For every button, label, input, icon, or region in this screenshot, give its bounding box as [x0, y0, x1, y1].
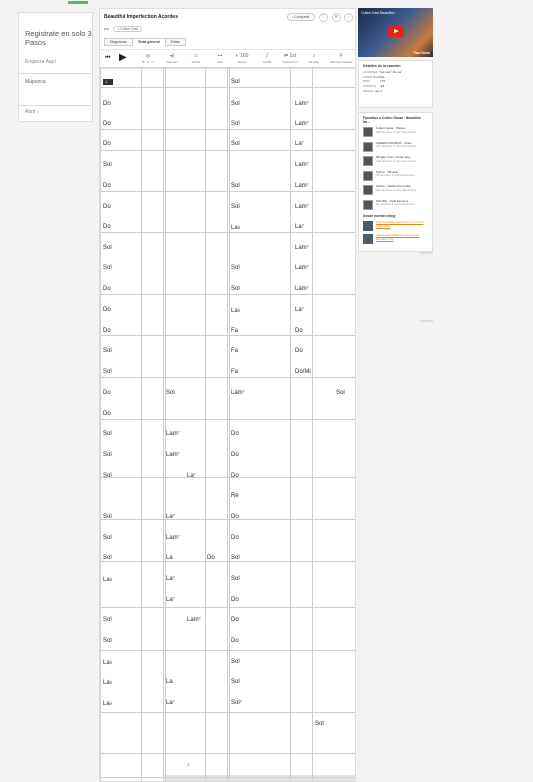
more-options-icon[interactable]: ⋮ — [346, 14, 351, 20]
chord-label[interactable]: Do — [231, 514, 239, 520]
chord-label[interactable]: Do — [103, 183, 111, 189]
favorite-heart-icon[interactable]: ♡ — [319, 13, 328, 22]
grid-row-line — [100, 87, 356, 88]
volume-icon: ◂) — [169, 53, 175, 59]
related-song-title: Solirra · Nihodra — [376, 170, 398, 174]
chevron-down-icon: ▾ — [380, 89, 383, 94]
grid-row-line — [100, 419, 356, 420]
share-button[interactable]: ‹ Compartir — [287, 13, 315, 21]
chord-label[interactable]: Do — [295, 328, 303, 334]
tab-editar[interactable]: Editar — [165, 38, 186, 46]
list-add-icon[interactable]: ≡ — [332, 13, 341, 22]
chord-label[interactable]: ♩ — [187, 762, 193, 768]
chord-label[interactable]: Do — [103, 101, 111, 107]
chord-label[interactable]: Do — [207, 555, 215, 561]
chord-label[interactable]: Do — [103, 328, 111, 334]
grid-row-line — [100, 753, 356, 754]
youtube-logo: YouTube — [413, 50, 430, 55]
toolbar-label: Afinador Ukelele — [329, 60, 352, 64]
artist-chip[interactable]: + Cullen Gavi — [113, 26, 142, 32]
chord-label[interactable]: Sol — [231, 204, 240, 210]
grid-row-line — [100, 377, 356, 378]
divider — [420, 252, 433, 254]
chord-label[interactable]: Sol — [231, 141, 240, 147]
blog-heading: Desde nuestro blog: — [363, 214, 396, 218]
blog-item[interactable] — [363, 234, 428, 244]
toolbar-item-tempo[interactable] — [232, 53, 252, 64]
related-song-item[interactable] — [363, 171, 428, 183]
share-label: Compartir — [294, 15, 310, 19]
chord-label[interactable]: Lam⁷ — [231, 390, 245, 396]
chord-label[interactable]: Sol — [103, 473, 112, 479]
chord-sheet-panel — [99, 8, 356, 782]
song-thumbnail — [363, 185, 373, 195]
chord-label[interactable]: Sol — [231, 576, 240, 582]
chord-label[interactable]: Sol — [103, 638, 112, 644]
chord-label[interactable]: Re — [231, 493, 239, 499]
chevron-right-icon: › — [36, 109, 39, 115]
related-song-title: SOLIRA · Jordi Ferna (J... — [376, 199, 411, 203]
grid-row-line — [100, 561, 356, 562]
toolbar-item-simplify[interactable] — [304, 53, 324, 64]
chord-label[interactable]: Sol — [103, 535, 112, 541]
chord-label[interactable]: Sol — [231, 555, 240, 561]
video-title: Cullen Gavi Beautiful... — [361, 11, 397, 15]
chord-label[interactable]: Do — [231, 638, 239, 644]
chord-label[interactable]: Sol — [231, 183, 240, 189]
company-field[interactable]: Empieza Aquí — [25, 59, 56, 65]
chord-label[interactable]: Sol — [231, 286, 240, 292]
related-song-text — [376, 142, 416, 150]
place-label: Mapunca — [25, 79, 46, 85]
view-tabs — [104, 38, 185, 46]
chord-label[interactable]: Lam⁷ — [295, 101, 309, 107]
chord-label[interactable]: Lam⁷ — [295, 265, 309, 271]
chord-label[interactable]: Do — [103, 286, 111, 292]
chord-label[interactable]: La♭ — [103, 577, 113, 583]
signup-card — [18, 12, 93, 122]
song-thumbnail — [363, 142, 373, 152]
chord-label[interactable]: Sol — [231, 659, 240, 665]
toolbar-item-chords[interactable] — [138, 53, 158, 64]
chord-label[interactable]: Sol — [166, 390, 175, 396]
play-circle-icon: ◎ — [145, 53, 151, 59]
toolbar-label: Printar — [191, 60, 201, 64]
chord-label[interactable]: La⁷ — [166, 700, 175, 706]
toolbar-label: Simplify — [308, 60, 320, 64]
chord-label[interactable]: Sol — [103, 162, 112, 168]
related-song-title: Solirra · Nacke hiro noche — [376, 185, 411, 188]
related-song-meta: 209 acordes 4 reproducciones — [376, 129, 417, 134]
midi-icon: ⊶ — [217, 53, 223, 59]
chord-label[interactable]: Sol — [231, 265, 240, 271]
details-value: Sol Lam⁷ Do La⁷ — [380, 70, 403, 74]
capo-icon: ╱ — [265, 53, 269, 59]
chord-label[interactable]: Sol — [231, 679, 240, 685]
related-song-item[interactable] — [363, 200, 428, 212]
related-song-item[interactable] — [363, 156, 428, 168]
chord-label[interactable]: Lam⁷ — [187, 617, 201, 623]
chord-label[interactable]: Lam⁷ — [295, 204, 309, 210]
chord-label[interactable]: Lam⁷ — [166, 431, 180, 437]
details-heading: Detalles de la canción — [363, 64, 401, 68]
details-key: ACORDES — [363, 70, 378, 74]
grid-row-line — [100, 150, 356, 151]
chord-label[interactable]: La♭ — [231, 308, 241, 314]
related-song-title: Cullen Gavar · Waves — [376, 127, 406, 130]
signup-title: Registrate en solo 3 Pasos — [25, 29, 92, 47]
chord-label[interactable]: La⁷ — [166, 576, 175, 582]
player-toolbar — [100, 49, 355, 69]
tempo-icon: ◐ 100 — [235, 53, 249, 59]
chord-label[interactable]: Fa — [231, 369, 239, 375]
toolbar-label: Tempo — [237, 60, 247, 64]
grid-column-line — [100, 67, 101, 782]
related-song-item[interactable] — [363, 142, 428, 154]
chord-label[interactable]: Lam⁷ — [166, 535, 180, 541]
related-song-title: CHIEZAI DIVISION · Drea... — [376, 141, 414, 145]
chord-label[interactable]: Fa — [231, 328, 239, 334]
details-value: 176 — [380, 79, 386, 84]
chord-label[interactable]: La⁷ — [187, 473, 196, 479]
artist-prefix: por — [104, 27, 110, 31]
artist-row — [104, 26, 142, 32]
chord-label[interactable]: Lam⁷ — [295, 121, 309, 127]
chord-label[interactable]: Do — [231, 597, 239, 603]
chord-label[interactable]: Do — [103, 141, 111, 147]
related-song-item[interactable] — [363, 185, 428, 197]
chord-label[interactable]: La⁷ — [166, 514, 175, 520]
details-key: COMPÁS — [363, 83, 377, 88]
chord-label[interactable]: Do — [103, 121, 111, 127]
chord-label[interactable]: Sol — [103, 431, 112, 437]
toolbar-label: Midi — [217, 60, 223, 64]
accent-bar — [68, 1, 88, 4]
chord-label[interactable]: Do/Mi — [295, 369, 311, 375]
toolbar-label: Transponer — [282, 60, 298, 64]
chord-label[interactable]: Fa — [231, 348, 239, 354]
chord-label[interactable]: Sol — [231, 79, 240, 85]
chord-label[interactable]: Do — [103, 224, 111, 230]
chord-label[interactable]: La♭ — [103, 701, 113, 707]
chord-label[interactable]: Sol — [103, 514, 112, 520]
chord-label[interactable]: Do — [103, 204, 111, 210]
related-song-meta: 187 acordes 3 reproducciones — [376, 144, 417, 149]
blog-link[interactable]: Instrumentos Mayores de los los acordes ATG — [376, 233, 420, 241]
open-link[interactable] — [25, 109, 39, 115]
related-song-text — [376, 200, 415, 208]
related-song-meta: 199 acordes 3 reproducciones — [376, 158, 417, 163]
chord-label[interactable]: Sol — [103, 452, 112, 458]
chord-label[interactable]: Do — [231, 473, 239, 479]
chord-label[interactable]: Lam⁷ — [295, 183, 309, 189]
chord-label[interactable]: Sol — [315, 721, 324, 727]
blog-item[interactable] — [363, 221, 428, 231]
chord-label[interactable]: La♭ — [103, 660, 113, 666]
related-song-text — [376, 185, 416, 193]
related-song-item[interactable] — [363, 127, 428, 139]
toolbar-item-ukulele[interactable] — [328, 53, 354, 64]
toolbar-item-capo[interactable] — [257, 53, 277, 64]
related-songs-card — [358, 112, 433, 252]
chord-label[interactable]: Do — [231, 535, 239, 541]
chord-label[interactable]: Sol — [103, 617, 112, 623]
grid-row-line — [100, 232, 356, 233]
toolbar-item-volume[interactable] — [162, 53, 182, 64]
grid-column-line — [165, 67, 166, 782]
tab-vista-general[interactable]: Vista general — [132, 38, 166, 46]
chord-label[interactable]: La⁷ — [166, 597, 175, 603]
chord-label[interactable]: Do — [231, 617, 239, 623]
toolbar-item-transpose[interactable] — [280, 53, 300, 64]
tab-diagramas[interactable]: Diagramas — [104, 38, 133, 46]
details-row — [363, 84, 428, 89]
grid-column-line — [141, 67, 142, 782]
grid-row-line — [100, 607, 356, 608]
grid-row-line — [100, 335, 356, 336]
toolbar-label: B · Δ · C — [142, 60, 154, 64]
grid-row-line — [100, 777, 356, 778]
grid-column-line — [312, 67, 313, 782]
grid-row-line — [100, 650, 356, 651]
chord-label[interactable]: Sol⁷ — [231, 700, 242, 706]
divider — [420, 320, 433, 322]
related-song-meta: 81 acordes 4 reproducciones — [376, 202, 415, 207]
chord-label[interactable]: Lam⁷ — [295, 286, 309, 292]
chord-label[interactable]: Do — [231, 431, 239, 437]
chord-label[interactable]: Sol — [231, 121, 240, 127]
chord-label[interactable]: Sol — [103, 555, 112, 561]
song-thumbnail — [363, 171, 373, 181]
artist-name: Cullen Gavi — [120, 27, 139, 31]
chord-label[interactable]: La — [166, 679, 173, 685]
song-thumbnail — [363, 200, 373, 210]
open-label: Abrir — [25, 109, 36, 115]
blog-thumbnail — [363, 234, 373, 244]
grid-column-line — [163, 67, 164, 782]
chord-label[interactable]: Sol — [103, 348, 112, 354]
blog-link[interactable]: Que necesitas para tocar un On the road guitar — [376, 220, 424, 228]
play-icon[interactable]: ▶ — [119, 52, 127, 63]
grid-row-line — [100, 477, 356, 478]
details-key: TONALIDAD — [363, 74, 381, 79]
chord-label[interactable]: Do — [295, 348, 303, 354]
show-more-link[interactable] — [363, 89, 428, 93]
divider — [19, 105, 92, 106]
chord-label[interactable]: Lam⁷ — [166, 452, 180, 458]
related-song-meta: 341 acordes 2 reproducciones — [376, 187, 417, 192]
chord-label[interactable]: Do — [231, 452, 239, 458]
related-song-meta: 78 acordes 3 reproducciones — [376, 173, 415, 178]
chord-label[interactable]: Do — [103, 411, 111, 417]
grid-column-line — [290, 67, 291, 782]
grid-row-line — [100, 191, 356, 192]
toolbar-item-midi[interactable] — [210, 53, 230, 64]
grid-row-line — [100, 294, 356, 295]
song-title: Beautiful Imperfection Acordes — [104, 14, 178, 20]
show-more-label: Mostrar más — [363, 89, 380, 94]
chord-label[interactable]: Sol — [336, 390, 345, 396]
transpose-icon: ⇄ 1st — [283, 53, 297, 59]
related-song-text — [376, 171, 415, 179]
chord-label[interactable]: La♭ — [231, 225, 241, 231]
chord-label[interactable]: Sol — [103, 265, 112, 271]
details-value: Sol — [380, 74, 385, 79]
grid-row-line — [100, 712, 356, 713]
grid-row-line — [100, 67, 356, 68]
chord-label[interactable]: La⁷ — [295, 141, 304, 147]
grid-column-line — [205, 67, 206, 782]
ukulele-icon: ⚲ — [339, 53, 343, 59]
chord-label[interactable]: Lam⁷ — [295, 245, 309, 251]
print-icon: ▭ — [193, 53, 199, 59]
chord-label[interactable]: Sol — [231, 101, 240, 107]
song-thumbnail — [363, 156, 373, 166]
song-details-card — [358, 60, 433, 108]
simplify-icon: ♪ — [312, 53, 316, 59]
related-song-text — [376, 127, 416, 135]
song-thumbnail — [363, 127, 373, 137]
grid-column-line — [229, 67, 230, 782]
toolbar-item-print[interactable] — [186, 53, 206, 64]
chord-label[interactable]: La⁷ — [295, 224, 304, 230]
video-play-icon[interactable] — [388, 26, 404, 37]
divider — [19, 73, 92, 74]
chord-label[interactable]: La♭ — [103, 680, 113, 686]
chord-label[interactable]: Sol — [103, 245, 112, 251]
chord-label[interactable]: La⁷ — [295, 307, 304, 313]
chord-label[interactable]: Do — [103, 390, 111, 396]
details-key: BPM — [363, 79, 370, 84]
video-player[interactable] — [358, 8, 433, 57]
chord-label[interactable]: Lam⁷ — [295, 162, 309, 168]
chord-label[interactable]: Sol — [103, 369, 112, 375]
grid-row-line — [100, 519, 356, 520]
blog-thumbnail — [363, 221, 373, 231]
related-song-text — [376, 156, 416, 164]
rewind-icon[interactable]: ⏮ — [105, 55, 111, 61]
chord-label[interactable]: La — [166, 555, 173, 561]
toolbar-label: Cejilla — [262, 60, 272, 64]
toolbar-label: Volumen — [166, 60, 178, 64]
grid-column-line — [227, 67, 228, 782]
details-value: 4/4 — [380, 83, 385, 88]
chord-label[interactable]: ♩ — [105, 79, 111, 85]
chord-label[interactable]: Do — [103, 307, 111, 313]
related-heading: Favoritos a Cullen Gavar · Beautiful Im... — [363, 116, 421, 124]
grid-row-line — [100, 129, 356, 130]
related-song-title: Mingdé Umm, Amour Ecy... — [376, 156, 413, 159]
